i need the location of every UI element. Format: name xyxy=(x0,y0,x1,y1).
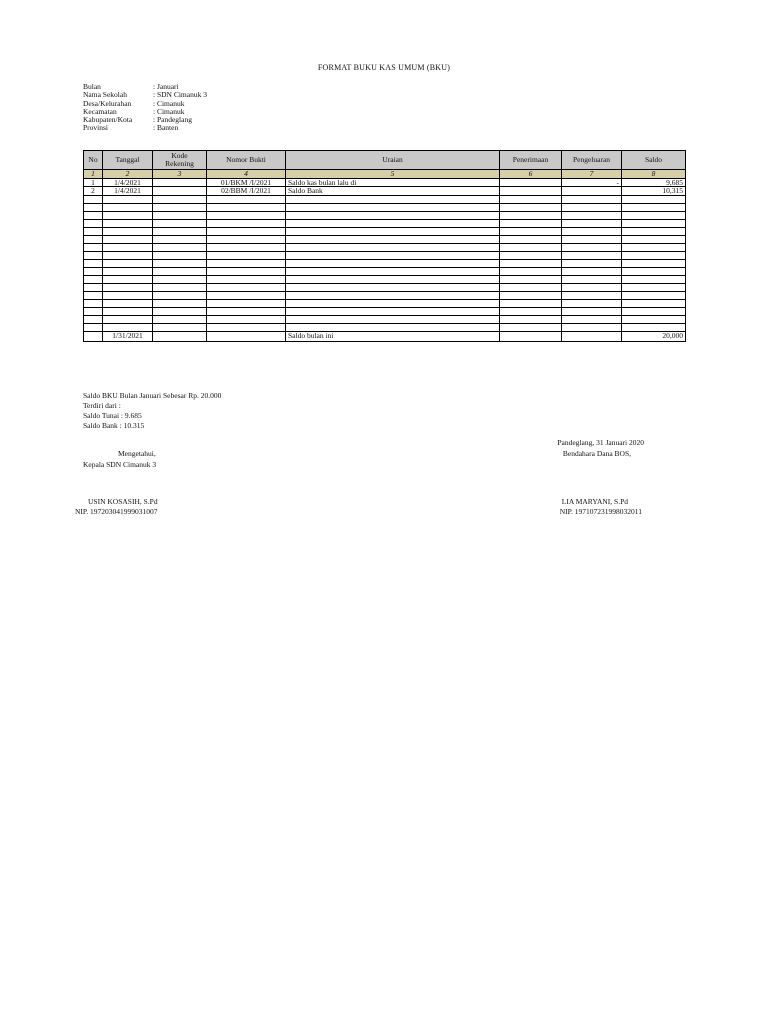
table-cell xyxy=(84,227,103,235)
table-cell xyxy=(207,307,286,315)
table-cell xyxy=(622,211,686,219)
table-cell: 10,315 xyxy=(622,187,686,196)
table-cell xyxy=(153,178,207,187)
balance-row xyxy=(84,331,686,341)
table-cell xyxy=(622,323,686,331)
table-cell xyxy=(153,251,207,259)
table-cell xyxy=(153,283,207,291)
table-cell: 01/BKM /I/2021 xyxy=(207,178,286,187)
column-number: 6 xyxy=(500,170,562,179)
column-header: Kode Rekening xyxy=(153,151,207,170)
table-cell xyxy=(207,235,286,243)
table-cell xyxy=(207,227,286,235)
empty-row xyxy=(84,307,686,315)
table-cell xyxy=(84,315,103,323)
table-cell xyxy=(103,259,153,267)
table-cell xyxy=(622,267,686,275)
table-cell: - xyxy=(562,178,622,187)
headmaster-role: Kepala SDN Cimanuk 3 xyxy=(83,460,157,469)
table-cell xyxy=(207,315,286,323)
table-cell xyxy=(103,243,153,251)
table-cell xyxy=(84,203,103,211)
table-cell xyxy=(153,187,207,196)
table-cell xyxy=(207,259,286,267)
table-cell xyxy=(84,219,103,227)
table-cell xyxy=(500,331,562,341)
table-cell xyxy=(500,283,562,291)
table-cell xyxy=(500,315,562,323)
table-cell xyxy=(286,283,500,291)
table-cell xyxy=(286,227,500,235)
table-cell xyxy=(103,227,153,235)
table-cell xyxy=(153,331,207,341)
empty-row xyxy=(84,267,686,275)
table-cell xyxy=(103,251,153,259)
table-cell xyxy=(103,291,153,299)
table-cell xyxy=(153,235,207,243)
table-cell xyxy=(622,243,686,251)
column-header: Tanggal xyxy=(103,151,153,170)
empty-row xyxy=(84,203,686,211)
table-cell xyxy=(500,235,562,243)
empty-row xyxy=(84,323,686,331)
table-cell xyxy=(286,195,500,203)
table-cell xyxy=(622,227,686,235)
table-cell xyxy=(500,299,562,307)
table-cell xyxy=(84,259,103,267)
table-cell xyxy=(84,195,103,203)
table-cell xyxy=(622,291,686,299)
table-cell: 2 xyxy=(84,187,103,196)
summary-cash: Saldo Tunai : 9.685 xyxy=(83,411,142,420)
table-cell xyxy=(207,195,286,203)
empty-row xyxy=(84,283,686,291)
table-cell: 1 xyxy=(84,178,103,187)
table-cell: 20,000 xyxy=(622,331,686,341)
table-cell: 02/BBM /I/2021 xyxy=(207,187,286,196)
empty-row xyxy=(84,219,686,227)
table-cell xyxy=(153,291,207,299)
table-cell: 9,685 xyxy=(622,178,686,187)
table-cell xyxy=(153,307,207,315)
table-header-row xyxy=(84,151,686,170)
empty-row xyxy=(84,275,686,283)
table-cell xyxy=(500,219,562,227)
table-cell: Saldo bulan ini xyxy=(286,331,500,341)
table-cell xyxy=(207,291,286,299)
table-cell xyxy=(84,275,103,283)
table-cell xyxy=(207,275,286,283)
table-cell xyxy=(103,267,153,275)
table-cell xyxy=(153,267,207,275)
table-cell xyxy=(562,299,622,307)
table-cell xyxy=(562,323,622,331)
table-cell xyxy=(562,331,622,341)
table-cell xyxy=(103,203,153,211)
table-cell xyxy=(207,203,286,211)
table-cell xyxy=(153,259,207,267)
table-cell xyxy=(562,187,622,196)
table-cell xyxy=(562,243,622,251)
table-cell xyxy=(103,275,153,283)
table-cell xyxy=(84,291,103,299)
column-number: 7 xyxy=(562,170,622,179)
place-date: Pandeglang, 31 Januari 2020 xyxy=(557,438,644,447)
empty-row xyxy=(84,259,686,267)
table-cell xyxy=(500,275,562,283)
table-cell: 1/4/2021 xyxy=(103,178,153,187)
table-cell: 1/4/2021 xyxy=(103,187,153,196)
table-cell xyxy=(84,331,103,341)
info-label: Desa/Kelurahan xyxy=(83,98,132,108)
table-cell xyxy=(286,323,500,331)
empty-row xyxy=(84,243,686,251)
table-cell xyxy=(207,299,286,307)
document-title: FORMAT BUKU KAS UMUM (BKU) xyxy=(317,63,451,72)
table-cell xyxy=(622,219,686,227)
treasurer-name: LIA MARYANI, S.Pd xyxy=(561,497,628,506)
table-cell xyxy=(500,291,562,299)
table-cell xyxy=(84,307,103,315)
table-cell xyxy=(207,267,286,275)
headmaster-nip: NIP. 197203041999031007 xyxy=(75,507,158,516)
table-cell xyxy=(500,267,562,275)
table-cell xyxy=(286,243,500,251)
info-label: Kecamatan xyxy=(83,106,117,116)
table-cell xyxy=(207,331,286,341)
table-cell xyxy=(207,283,286,291)
table-cell xyxy=(103,195,153,203)
empty-row xyxy=(84,299,686,307)
table-cell xyxy=(153,203,207,211)
column-header: Pengeluaran xyxy=(562,151,622,170)
table-cell xyxy=(153,275,207,283)
info-value: : Januari xyxy=(153,82,179,91)
table-cell xyxy=(286,275,500,283)
table-cell xyxy=(622,315,686,323)
table-cell xyxy=(500,307,562,315)
info-label: Provinsi xyxy=(83,123,109,133)
empty-row xyxy=(84,235,686,243)
table-cell xyxy=(84,323,103,331)
table-cell xyxy=(562,259,622,267)
table-cell xyxy=(103,323,153,331)
table-cell xyxy=(286,307,500,315)
table-cell xyxy=(207,243,286,251)
column-header: Penerimaan xyxy=(500,151,562,170)
table-cell xyxy=(153,227,207,235)
table-cell xyxy=(562,211,622,219)
summary-total: Saldo BKU Bulan Januari Sebesar Rp. 20.000 xyxy=(83,391,222,400)
column-header: Nomor Bukti xyxy=(207,151,286,170)
table-cell xyxy=(207,323,286,331)
table-cell xyxy=(84,211,103,219)
table-cell xyxy=(622,259,686,267)
summary-block xyxy=(83,392,221,432)
empty-row xyxy=(84,251,686,259)
column-number: 1 xyxy=(84,170,103,179)
table-cell xyxy=(286,203,500,211)
empty-row xyxy=(84,195,686,203)
table-cell xyxy=(622,203,686,211)
table-cell xyxy=(207,211,286,219)
table-cell xyxy=(562,195,622,203)
column-number: 5 xyxy=(286,170,500,179)
column-number: 3 xyxy=(153,170,207,179)
treasurer-nip: NIP. 197107231998032011 xyxy=(559,507,642,516)
table-cell xyxy=(622,235,686,243)
table-cell xyxy=(562,283,622,291)
table-cell xyxy=(286,235,500,243)
table-cell xyxy=(286,291,500,299)
column-number: 8 xyxy=(622,170,686,179)
table-cell xyxy=(500,211,562,219)
table-cell xyxy=(103,283,153,291)
summary-bank: Saldo Bank : 10.315 xyxy=(83,421,145,430)
table-cell xyxy=(103,299,153,307)
table-cell xyxy=(500,227,562,235)
table-cell xyxy=(286,211,500,219)
table-cell xyxy=(622,275,686,283)
empty-row xyxy=(84,227,686,235)
table-cell xyxy=(622,307,686,315)
empty-row xyxy=(84,315,686,323)
column-header: No xyxy=(84,151,103,170)
table-cell xyxy=(500,323,562,331)
table-cell xyxy=(103,307,153,315)
table-cell xyxy=(562,267,622,275)
table-cell xyxy=(103,211,153,219)
table-cell xyxy=(562,291,622,299)
table-cell xyxy=(500,178,562,187)
column-header: Saldo xyxy=(622,151,686,170)
table-cell xyxy=(153,299,207,307)
table-cell: Saldo Bank xyxy=(286,187,500,196)
table-cell: Saldo kas bulan lalu di xyxy=(286,178,500,187)
treasurer-role: Bendahara Dana BOS, xyxy=(562,449,631,458)
table-cell xyxy=(562,307,622,315)
table-cell xyxy=(286,251,500,259)
info-value: : SDN Cimanuk 3 xyxy=(153,90,207,100)
table-cell xyxy=(622,299,686,307)
table-cell xyxy=(500,251,562,259)
info-label: Bulan xyxy=(83,82,101,91)
table-cell xyxy=(153,315,207,323)
table-cell xyxy=(84,283,103,291)
table-cell xyxy=(500,195,562,203)
table-cell xyxy=(286,315,500,323)
headmaster-name: USIN KOSASIH, S.Pd xyxy=(88,497,158,506)
table-cell xyxy=(84,235,103,243)
column-number-row xyxy=(84,170,686,179)
table-cell xyxy=(622,251,686,259)
table-cell xyxy=(153,195,207,203)
table-cell xyxy=(207,251,286,259)
table-cell xyxy=(103,315,153,323)
info-value: : Cimanuk xyxy=(153,106,185,116)
column-header: Uraian xyxy=(286,151,500,170)
table-cell xyxy=(622,195,686,203)
table-cell xyxy=(562,227,622,235)
table-cell xyxy=(207,219,286,227)
bku-table xyxy=(83,150,686,342)
info-value: : Pandeglang xyxy=(153,115,192,125)
table-cell xyxy=(622,283,686,291)
info-label: Nama Sekolah xyxy=(83,90,127,100)
column-number: 2 xyxy=(103,170,153,179)
table-cell xyxy=(562,275,622,283)
table-cell xyxy=(500,203,562,211)
info-value: : Cimanuk xyxy=(153,98,185,108)
table-cell: 1/31/2021 xyxy=(103,331,153,341)
info-value: : Banten xyxy=(153,123,179,133)
column-number: 4 xyxy=(207,170,286,179)
table-cell xyxy=(84,243,103,251)
table-cell xyxy=(286,219,500,227)
table-cell xyxy=(84,251,103,259)
table-cell xyxy=(500,259,562,267)
table-cell xyxy=(562,251,622,259)
table-row xyxy=(84,187,686,196)
table-cell xyxy=(153,219,207,227)
table-cell xyxy=(103,235,153,243)
table-cell xyxy=(500,243,562,251)
table-row xyxy=(84,178,686,187)
table-cell xyxy=(500,187,562,196)
acknowledged-label: Mengetahui, xyxy=(118,449,156,458)
table-cell xyxy=(153,243,207,251)
empty-row xyxy=(84,211,686,219)
table-cell xyxy=(103,219,153,227)
table-cell xyxy=(84,267,103,275)
table-cell xyxy=(153,211,207,219)
table-cell xyxy=(562,219,622,227)
table-cell xyxy=(562,235,622,243)
summary-consists-of: Terdiri dari : xyxy=(83,401,121,410)
table-cell xyxy=(286,259,500,267)
table-cell xyxy=(562,315,622,323)
table-cell xyxy=(286,299,500,307)
empty-row xyxy=(84,291,686,299)
table-cell xyxy=(562,203,622,211)
info-label: Kabupaten/Kota xyxy=(83,115,133,125)
table-cell xyxy=(286,267,500,275)
table-cell xyxy=(84,299,103,307)
table-cell xyxy=(153,323,207,331)
